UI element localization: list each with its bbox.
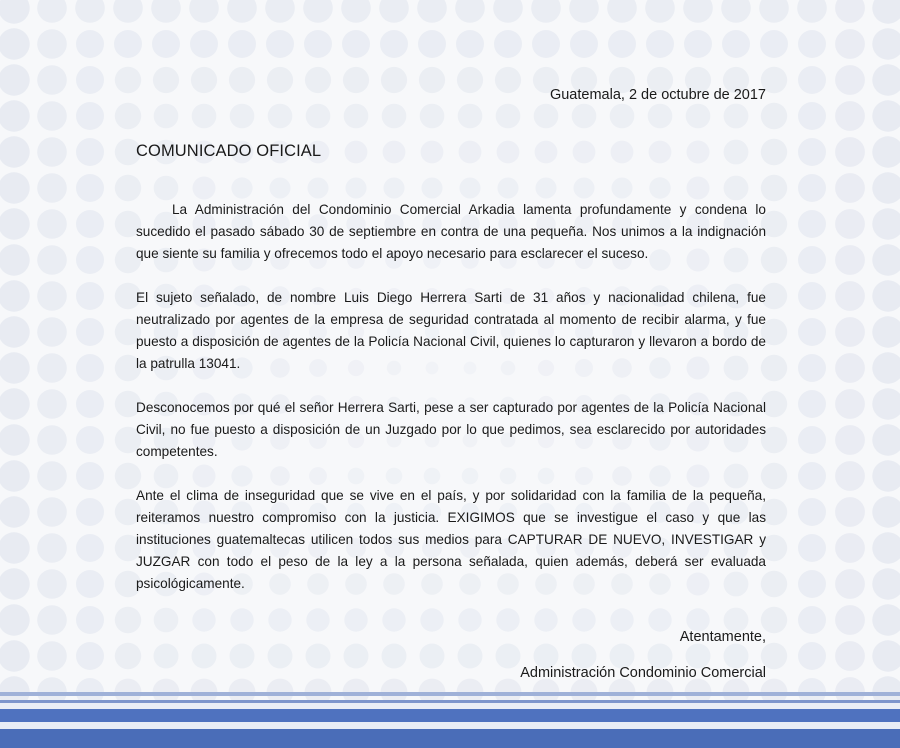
signature-line: Administración Condominio Comercial xyxy=(520,665,766,681)
footer-stripes xyxy=(0,690,900,748)
closing-line: Atentamente, xyxy=(679,629,766,645)
paragraph-4: Ante el clima de inseguridad que se vive en el país, y por solidaridad con la familia de la pequeña, reiteramos nuestro compromiso con la justicia. EXIGIMOS que se investigue el caso y que las instituciones guatemaltecas utilicen todos sus medios para CAPTURAR DE NUEVO, INVESTIGAR y JUZGAR con todo el peso de la ley a la persona señalada, quien además, deberá ser evaluada psicológicamente. xyxy=(136,488,766,591)
document-title: COMUNICADO OFICIAL xyxy=(136,142,322,160)
date-line: Guatemala, 2 de octubre de 2017 xyxy=(549,87,766,103)
paragraph-1: La Administración del Condominio Comercial Arkadia lamenta profundamente y condena lo sucedido el pasado sábado 30 de septiembre en contra de una pequeña. Nos unimos a la indignación que siente su familia y ofrecemos todo el apoyo necesario para esclarecer el suceso. xyxy=(136,202,766,261)
paragraph-2: El sujeto señalado, de nombre Luis Diego Herrera Sarti de 31 años y nacionalidad chilena, fue neutralizado por agentes de la empresa de seguridad contratada al momento de recibir alarma, y fue puesto a disposición de agentes de la Policía Nacional Civil, quienes lo capturaron y llevaron a bordo de la patrulla 13041. xyxy=(136,290,766,371)
footer-stripe-thin-light xyxy=(0,692,900,696)
letter-body xyxy=(136,199,766,617)
footer-stripe-thin xyxy=(0,700,900,703)
footer-stripe-gap-2 xyxy=(0,722,900,729)
footer-stripe-medium xyxy=(0,709,900,722)
footer-stripe-thick xyxy=(0,729,900,748)
paragraph-3: Desconocemos por qué el señor Herrera Sarti, pese a ser capturado por agentes de la Policía Nacional Civil, no fue puesto a disposición de un Juzgado por lo que pedimos, sea esclarecido por autoridades competentes. xyxy=(136,400,766,459)
